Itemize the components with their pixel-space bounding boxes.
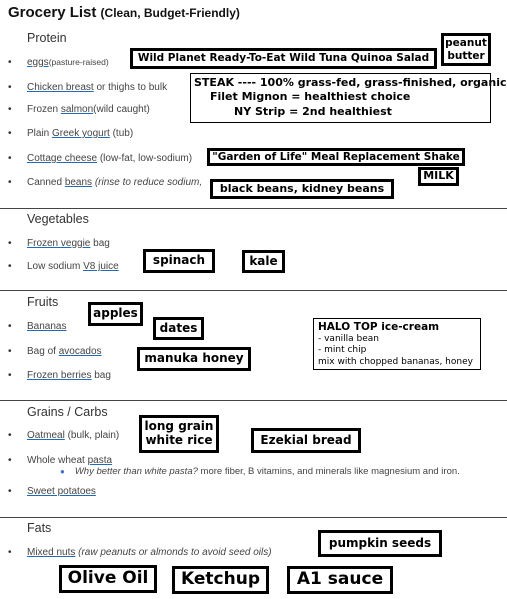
item-note: bag [91, 370, 111, 381]
bullet-icon: • [8, 57, 12, 68]
item-note: (bulk, plain) [64, 430, 120, 441]
section-title-grains: Grains / Carbs [27, 405, 108, 419]
bullet-icon: • [8, 153, 12, 164]
annotation-peanut-butter [441, 33, 491, 66]
annotation-text: Filet Mignon = healthiest choice [210, 90, 411, 104]
item-link[interactable]: Frozen berries [27, 370, 92, 381]
item-link[interactable]: Greek yogurt [52, 128, 110, 139]
annotation-text: - mint chip [318, 345, 367, 356]
item-note: (wild caught) [93, 104, 150, 115]
bullet-icon: • [8, 82, 12, 93]
list-item [8, 430, 119, 441]
item-link[interactable]: pasta [87, 455, 113, 466]
annotation-a1-sauce: A1 sauce [287, 566, 393, 594]
section-divider [0, 400, 507, 401]
list-item [8, 346, 102, 357]
annotation-text: NY Strip = 2nd healthiest [234, 104, 392, 118]
item-note: or thighs to bulk [93, 82, 168, 93]
list-item [8, 261, 119, 272]
list-item [8, 153, 192, 164]
bullet-icon: • [8, 547, 12, 558]
bullet-icon: • [8, 486, 12, 497]
page-title [8, 4, 240, 21]
section-title-protein: Protein [27, 31, 67, 45]
annotation-shake: "Garden of Life" Meal Replacement Shake [207, 148, 465, 166]
item-note: (rinse to reduce sodium, [92, 177, 203, 188]
annotation-text: STEAK ---- 100% grass-fed, grass-finished, organic [194, 76, 507, 89]
item-prefix: Frozen [27, 104, 61, 115]
bullet-icon: • [8, 238, 12, 249]
item-link[interactable]: Sweet potatoes [27, 486, 96, 497]
item-link[interactable]: eggs [27, 57, 49, 68]
item-link[interactable]: beans [64, 177, 93, 188]
item-prefix: Canned [27, 177, 65, 188]
item-note: (pasture-raised) [48, 57, 109, 67]
annotation-steak [190, 73, 507, 123]
annotation-dates: dates [153, 317, 204, 340]
annotation-olive-oil: Olive Oil [59, 565, 157, 593]
item-link[interactable]: Bananas [27, 321, 67, 332]
item-prefix: Low sodium [27, 261, 84, 272]
section-divider [0, 290, 507, 291]
item-prefix: Plain [27, 128, 53, 139]
annotation-spinach: spinach [143, 249, 215, 273]
section-title-fats: Fats [27, 521, 52, 535]
list-item [8, 486, 96, 497]
annotation-manuka-honey: manuka honey [137, 347, 251, 371]
list-item [8, 370, 111, 381]
list-item [8, 177, 202, 188]
item-note: (low-fat, low-sodium) [97, 153, 193, 164]
item-link[interactable]: Frozen veggie [27, 238, 91, 249]
section-title-vegetables: Vegetables [27, 212, 89, 226]
annotation-beans: black beans, kidney beans [210, 179, 394, 199]
item-link[interactable]: V8 juice [83, 261, 119, 272]
bullet-icon: • [8, 128, 12, 139]
annotation-text: butter [447, 49, 485, 62]
item-link[interactable]: Mixed nuts [27, 547, 76, 558]
bullet-icon: • [8, 370, 12, 381]
annotation-ketchup: Ketchup [172, 566, 269, 594]
section-divider [0, 517, 507, 518]
annotation-milk: MILK [418, 167, 459, 186]
list-item [8, 238, 110, 249]
bullet-icon: • [8, 455, 12, 466]
title-subtitle: (Clean, Budget-Friendly) [100, 6, 240, 20]
annotation-pumpkin-seeds: pumpkin seeds [318, 530, 442, 557]
annotation-text: white rice [145, 433, 213, 447]
item-link[interactable]: Cottage cheese [27, 153, 98, 164]
annotation-text: - vanilla bean [318, 334, 380, 345]
section-divider [0, 208, 507, 209]
bullet-icon: • [8, 430, 12, 441]
list-item [8, 547, 272, 558]
annotation-kale: kale [242, 250, 285, 273]
annotation-ezekial-bread: Ezekial bread [251, 428, 361, 453]
item-note: bag [90, 238, 110, 249]
item-link[interactable]: Chicken breast [27, 82, 94, 93]
annotation-apples: apples [88, 302, 143, 326]
sub-item-answer: more fiber, B vitamins, and minerals like magnesium and iron. [197, 466, 460, 477]
annotation-tuna: Wild Planet Ready-To-Eat Wild Tuna Quinoa Salad [130, 48, 437, 69]
sub-item-question: Why better than white pasta? [74, 466, 198, 477]
annotation-white-rice [139, 415, 219, 453]
title-main: Grocery List [8, 4, 97, 21]
annotation-text: mix with chopped bananas, honey [318, 356, 473, 367]
item-note: (raw peanuts or almonds to avoid seed oils) [75, 547, 272, 558]
annotation-text: long grain [144, 419, 214, 434]
annotation-text: peanut [445, 37, 487, 50]
list-item [8, 104, 150, 115]
list-item [8, 321, 66, 332]
item-link[interactable]: Oatmeal [27, 430, 65, 441]
item-note: (tub) [109, 128, 134, 139]
item-link[interactable]: salmon [60, 104, 94, 115]
section-title-fruits: Fruits [27, 295, 59, 309]
annotation-text: HALO TOP ice-cream [318, 321, 440, 333]
bullet-icon: • [8, 321, 12, 332]
sub-list-item [60, 466, 460, 477]
bullet-icon: • [8, 104, 12, 115]
list-item [8, 82, 167, 93]
item-link[interactable]: avocados [58, 346, 102, 357]
item-prefix: Bag of [27, 346, 59, 357]
list-item [8, 455, 112, 466]
bullet-icon: • [8, 261, 12, 272]
sub-bullet-icon: ● [60, 467, 65, 476]
bullet-icon: • [8, 346, 12, 357]
list-item [8, 128, 133, 139]
annotation-halo-top [313, 318, 481, 370]
list-item [8, 57, 109, 68]
bullet-icon: • [8, 177, 12, 188]
item-prefix: Whole wheat [27, 455, 88, 466]
